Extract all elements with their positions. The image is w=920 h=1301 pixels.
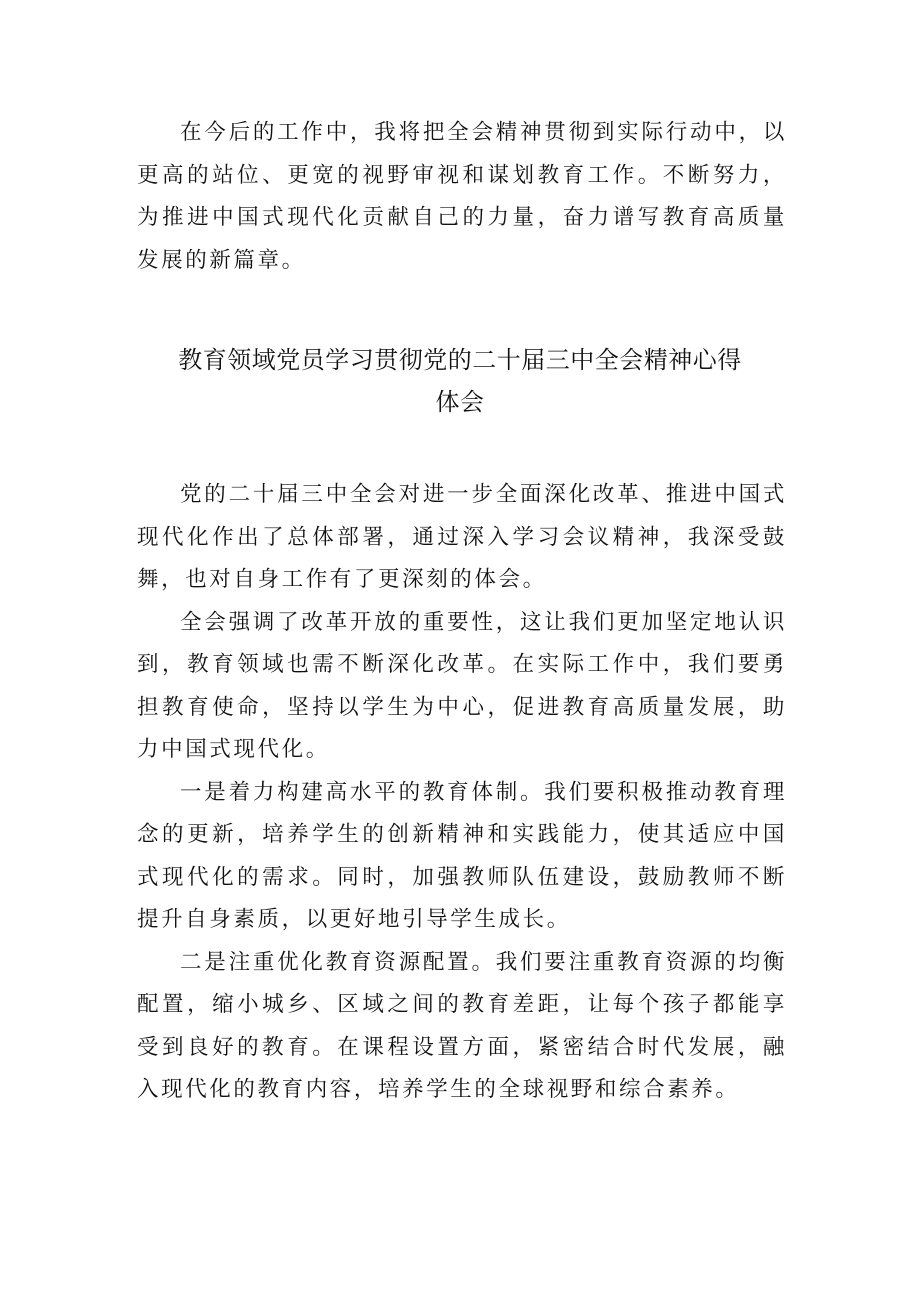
continuation-section [137, 112, 787, 282]
article-body [137, 474, 787, 1112]
body-paragraph-intro: 党的二十届三中全会对进一步全面深化改革、推进中国式现代化作出了总体部署，通过深入学习会议精神，我深受鼓舞，也对自身工作有了更深刻的体会。 [137, 482, 787, 592]
body-paragraph-point-one: 一是着力构建高水平的教育体制。我们要积极推动教育理念的更新，培养学生的创新精神和实践能力，使其适应中国式现代化的需求。同时，加强教师队伍建设，鼓励教师不断提升自身素质，以更好地引导学生成长。 [137, 779, 787, 932]
body-paragraph-point-two: 二是注重优化教育资源配置。我们要注重教育资源的均衡配置，缩小城乡、区域之间的教育差距，让每个孩子都能享受到良好的教育。在课程设置方面，紧密结合时代发展，融入现代化的教育内容，培养学生的全球视野和综合素养。 [137, 949, 787, 1102]
article-title-line-2: 体会 [435, 388, 485, 416]
article-title [100, 339, 820, 423]
body-paragraph-reform: 全会强调了改革开放的重要性，这让我们更加坚定地认识到，教育领域也需不断深化改革。在实际工作中，我们要勇担教育使命，坚持以学生为中心，促进教育高质量发展，助力中国式现代化。 [137, 609, 787, 762]
article-title-line-1: 教育领域党员学习贯彻党的二十届三中全会精神心得 [178, 346, 742, 374]
continuation-paragraph: 在今后的工作中，我将把全会精神贯彻到实际行动中，以更高的站位、更宽的视野审视和谋划教育工作。不断努力，为推进中国式现代化贡献自己的力量，奋力谱写教育高质量发展的新篇章。 [137, 120, 787, 273]
